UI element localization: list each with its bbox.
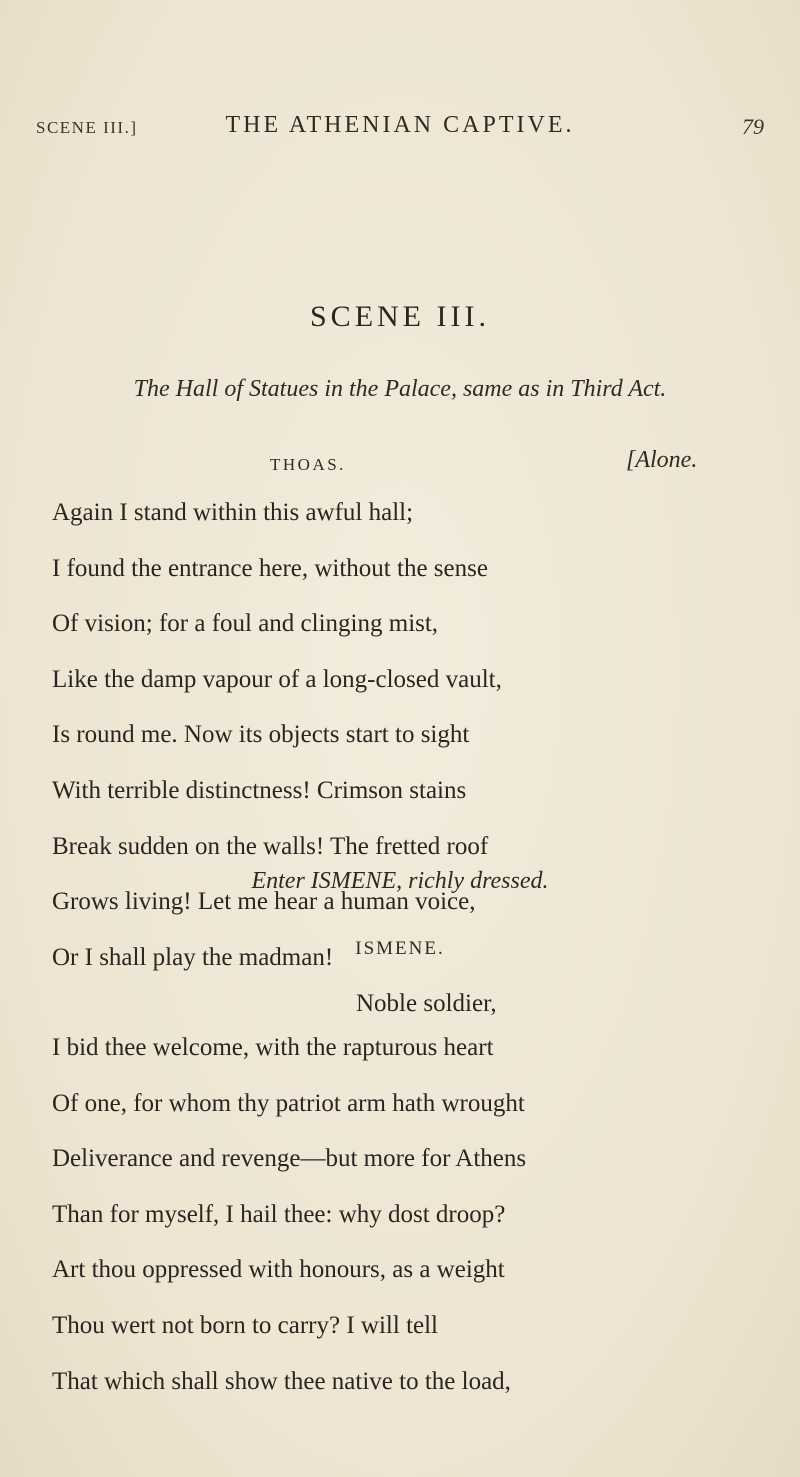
page-number: 79 xyxy=(742,114,764,139)
verse-line: Of one, for whom thy patriot arm hath wrought xyxy=(52,1089,525,1117)
stage-direction: The Hall of Statues in the Palace, same as in Third Act. xyxy=(133,376,667,402)
thoas-speech xyxy=(52,485,502,985)
speaker-name-ismene: ISMENE. xyxy=(355,938,445,959)
running-head xyxy=(36,112,764,148)
verse-line: That which shall show thee native to the load, xyxy=(52,1367,511,1395)
speaker-name-thoas: THOAS. xyxy=(270,455,346,474)
verse-line: I found the entrance here, without the sense xyxy=(52,554,488,582)
stage-direction-alone: [Alone. xyxy=(626,447,698,473)
ismene-speech xyxy=(52,1020,526,1409)
verse-line: Like the damp vapour of a long-closed vault, xyxy=(52,665,502,693)
verse-line: Break sudden on the walls! The fretted roof xyxy=(52,832,489,860)
verse-line: Art thou oppressed with honours, as a weight xyxy=(52,1256,505,1284)
verse-line: Is round me. Now its objects start to sight xyxy=(52,721,470,749)
running-head-title: THE ATHENIAN CAPTIVE. xyxy=(225,112,575,138)
running-head-scene: SCENE III.] xyxy=(36,118,138,137)
entrance-direction: Enter ISMENE, richly dressed. xyxy=(251,868,549,894)
verse-line: Deliverance and revenge—but more for Athens xyxy=(52,1145,527,1173)
verse-line: Or I shall play the madman! xyxy=(52,943,334,971)
verse-line: I bid thee welcome, with the rapturous heart xyxy=(52,1034,494,1061)
verse-line: Than for myself, I hail thee: why dost droop? xyxy=(52,1200,506,1228)
verse-line: Of vision; for a foul and clinging mist, xyxy=(52,610,439,638)
verse-line: With terrible distinctness! Crimson stains xyxy=(52,776,467,804)
scene-title: SCENE III. xyxy=(310,300,490,333)
verse-line: Again I stand within this awful hall; xyxy=(52,499,414,526)
verse-half-line: Noble soldier, xyxy=(356,990,497,1017)
verse-line: Thou wert not born to carry? I will tell xyxy=(52,1311,438,1339)
verse-line: Grows living! Let me hear a human voice, xyxy=(52,888,476,916)
